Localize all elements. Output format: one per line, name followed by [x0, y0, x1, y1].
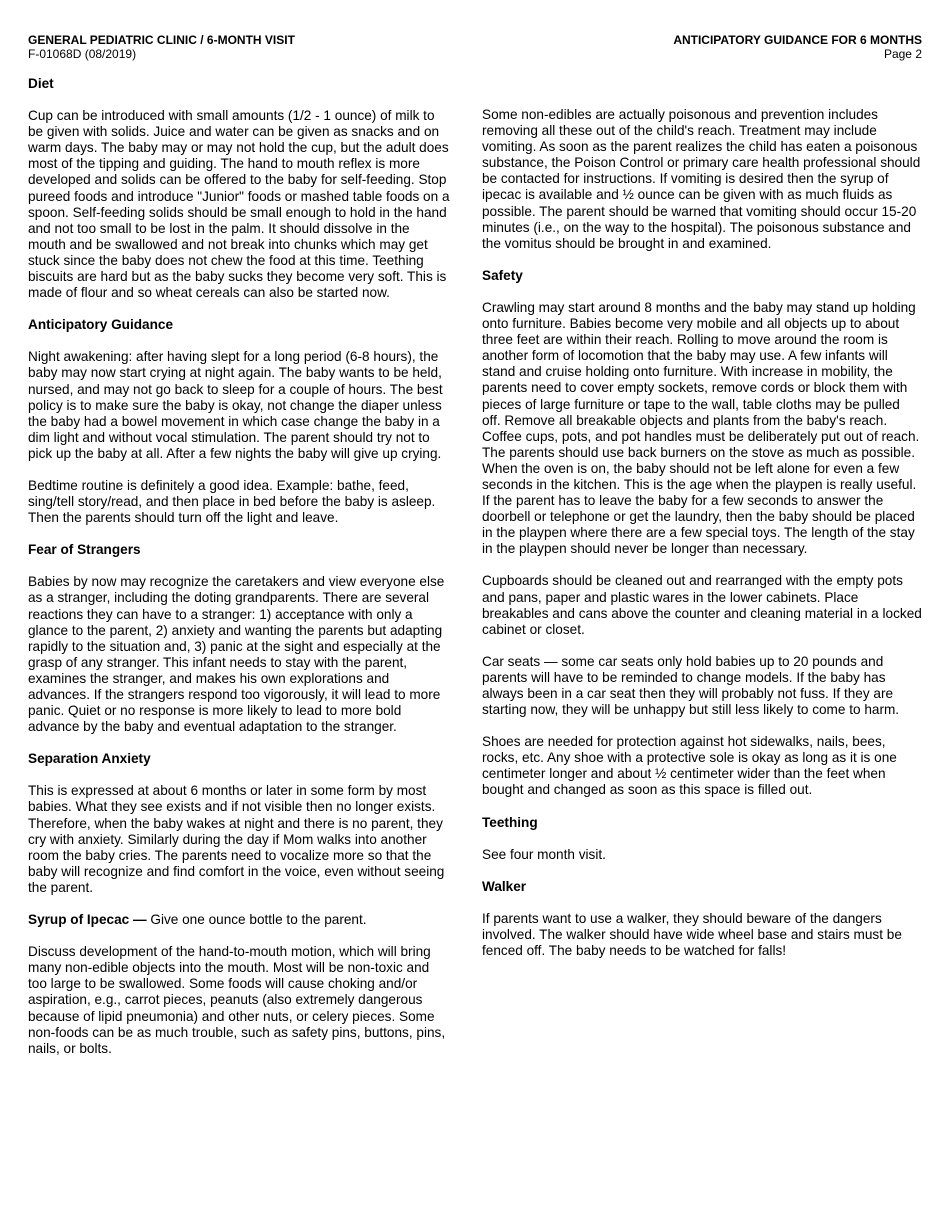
walker-heading: Walker	[482, 878, 527, 894]
right-column	[482, 107, 922, 975]
anticipatory-guidance-heading: Anticipatory Guidance	[28, 317, 174, 333]
diet-heading: Diet	[28, 76, 54, 91]
syrup-of-ipecac-heading: Syrup of Ipecac —	[28, 912, 147, 928]
hand-to-mouth-paragraph: Discuss development of the hand-to-mouth motion, which will bring many non-edible objects into the mouth. Most will be non-toxic and too large to be swallowed. Some foods will cause choking and/or aspiration, e.g., carrot pieces, peanuts (also extremely dangerous because of lipid pneumonia) and other nuts, or celery pieces. Some non-foods can be as much trouble, such as safety pins, buttons, pins, nails, or bolts.	[28, 944, 446, 1056]
header-left	[28, 33, 295, 61]
page-header	[28, 33, 922, 63]
left-column	[28, 76, 450, 1073]
syrup-of-ipecac-text: Give one ounce bottle to the parent.	[146, 912, 367, 928]
form-code: F-01068D (08/2019)	[28, 47, 137, 61]
shoes-paragraph: Shoes are needed for protection against hot sidewalks, nails, bees, rocks, etc. Any shoe with a protective sole is okay as long as it is one centimeter longer and about ½ centimeter wider than the feet when bought and changed as soon as this space is filled out.	[482, 734, 897, 798]
night-awakening-paragraph: Night awakening: after having slept for a long period (6-8 hours), the baby may now start crying at night again. The baby wants to be held, nursed, and may not go back to sleep for a couple of hours. The best policy is to make sure the baby is okay, not change the diaper unless the baby had a bowel movement in which case change the baby in a dim light and without vocal stimulation. The parent should try not to pick up the baby at all. After a few nights the baby will give up crying.	[28, 349, 443, 461]
teething-heading: Teething	[482, 814, 538, 830]
page-number: Page 2	[883, 47, 922, 61]
header-right	[673, 33, 922, 61]
walker-paragraph: If parents want to use a walker, they should beware of the dangers involved. The walker should have wide wheel base and stairs must be fenced off. The baby needs to be watched for falls!	[482, 910, 902, 959]
guidance-title: ANTICIPATORY GUIDANCE FOR 6 MONTHS	[673, 33, 922, 47]
separation-anxiety-heading: Separation Anxiety	[28, 751, 151, 767]
safety-paragraph: Crawling may start around 8 months and the baby may stand up holding onto furniture. Babies become very mobile and all objects up to about three feet are within their reach. Rolling to move around the room is another form of locomotion that the baby may use. A few infants will stand and cruise holding onto furniture. With increase in mobility, the parents need to cover empty sockets, remove cords or block them with pieces of large furniture or tape to the wall, table cloths may be pulled off. Remove all breakable objects and plants from the baby's reach. Coffee cups, pots, and pot handles must be deliberately put out of reach. The parents should use back burners on the stove as much as possible. When the oven is on, the baby should not be left alone for even a few seconds in the kitchen. This is the age when the playpen is really useful. If the parent has to leave the baby for a few seconds to answer the doorbell or telephone or get the laundry, then the baby should be placed in the playpen where there are a few special toys. The length of the stay in the playpen should never be longer than necessary.	[482, 299, 920, 557]
fear-of-strangers-paragraph: Babies by now may recognize the caretakers and view everyone else as a stranger, including the doting grandparents. There are several reactions they can have to a stranger: 1) acceptance with only a glance to the parent, 2) anxiety and wanting the parents but adapting rapidly to the situation and, 3) panic at the sight and especially at the grasp of any stranger. This infant needs to stay with the parent, examines the stranger, and makes his own explorations and advances. If the strangers respond too vigorously, it will lead to more panic. Quiet or no response is more likely to lead to more bold advance by the baby and eventual adaptation to the stranger.	[28, 574, 445, 735]
separation-anxiety-paragraph: This is expressed at about 6 months or later in some form by most babies. What they see exists and if not visible then no longer exists. Therefore, when the baby wakes at night and there is no parent, they cry with anxiety. Similarly during the day if Mom walks into another room the baby cries. The parents need to vocalize more so that the baby will recognize and find comfort in the voice, even without seeing the parent.	[28, 783, 445, 895]
teething-paragraph: See four month visit.	[482, 846, 606, 862]
syrup-of-ipecac-paragraph	[28, 912, 450, 928]
car-seats-paragraph	[482, 654, 922, 718]
clinic-title: GENERAL PEDIATRIC CLINIC / 6-MONTH VISIT	[28, 33, 295, 47]
car-seats-lead: Car seats —	[482, 653, 558, 669]
diet-paragraph: Cup can be introduced with small amounts (1/2 - 1 ounce) of milk to be given with solids. Juice and water can be given as snacks and on warm days. The baby may or may not hold the cup, but the adult does most of the tipping and guiding. The hand to mouth reflex is more developed and solids can be offered to the baby for self-feeding. Stop pureed foods and introduce "Junior" foods or mashed table foods on a spoon. Self-feeding solids should be small enough to hold in the hand and not too small to be lost in the palm. It should dissolve in the mouth and be swallowed and not break into chunks which may get stuck since the baby does not chew the food at this time. Teething biscuits are hard but as the baby sucks they become very soft. This is made of flour and so wheat cereals can also be started now.	[28, 108, 450, 301]
cupboards-paragraph: Cupboards should be cleaned out and rearranged with the empty pots and pans, paper and plastic wares in the lower cabinets. Place breakables and cans above the counter and cleaning material in a locked cabinet or closet.	[482, 573, 922, 637]
car-seats-text: some car seats only hold babies up to 20 pounds and parents will have to be reminded to change models. If the baby has always been in a car seat then they will probably not fuss. If they are starting now, they will be unhappy but still less likely to come to harm.	[482, 653, 900, 718]
poison-paragraph: Some non-edibles are actually poisonous and prevention includes removing all these out of the child's reach. Treatment may include vomiting. As soon as the parent realizes the child has eaten a poisonous substance, the Poison Control or primary care health professional should be contacted for instructions. If vomiting is desired then the syrup of ipecac is available and ½ ounce can be given with as much fluids as possible. The parent should be warned that vomiting should occur 15-20 minutes (i.e., on the way to the hospital). The poisonous substance and the vomitus should be brought in and examined.	[482, 107, 921, 251]
bedtime-routine-paragraph: Bedtime routine is definitely a good idea. Example: bathe, feed, sing/tell story/read, and then place in bed before the baby is asleep. Then the parents should turn off the light and leave.	[28, 477, 436, 526]
safety-heading: Safety	[482, 267, 523, 283]
fear-of-strangers-heading: Fear of Strangers	[28, 542, 141, 558]
